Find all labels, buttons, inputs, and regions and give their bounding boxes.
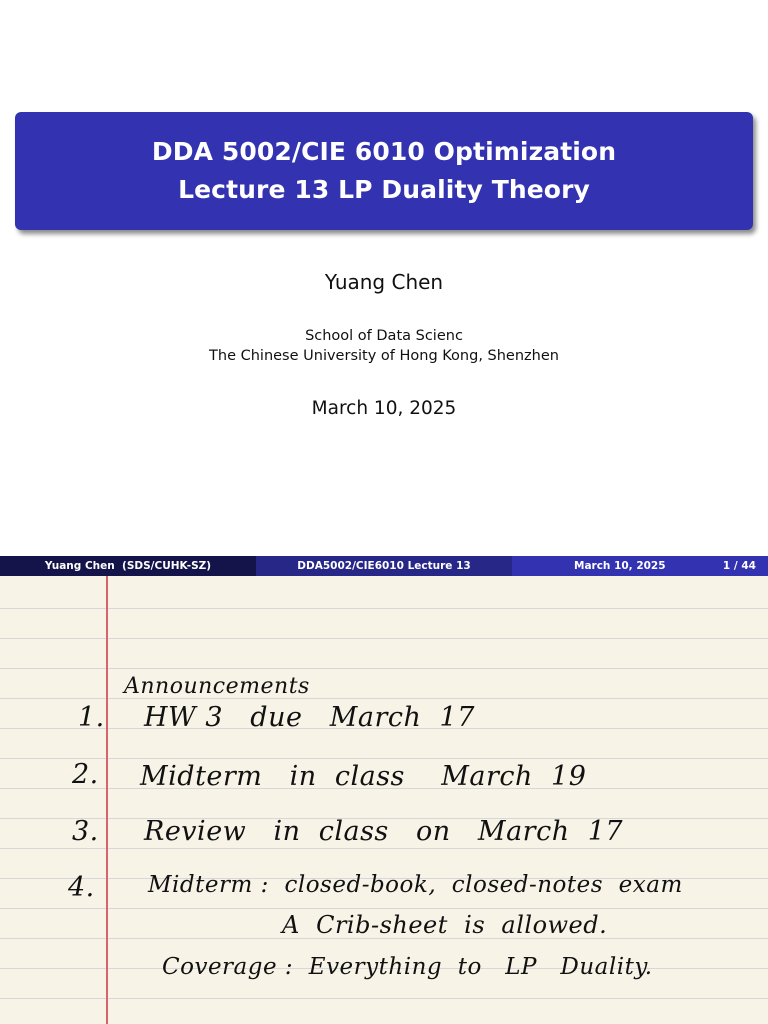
footer-date-text: March 10, 2025	[574, 560, 666, 572]
item-number-1: 1.	[78, 702, 105, 733]
slide-footer	[0, 556, 768, 576]
footer-page-number: 1 / 44	[722, 560, 756, 572]
notes-heading: Announcements	[124, 674, 310, 699]
footer-course	[256, 556, 512, 576]
item-number-2: 2.	[72, 759, 99, 790]
item-text-4: Midterm : closed-book, closed-notes exam	[148, 872, 683, 898]
institute-line1: School of Data Scienc	[305, 328, 463, 344]
margin-line	[106, 576, 108, 1024]
item-text-1: HW 3 due March 17	[144, 702, 475, 733]
institute-line2: The Chinese University of Hong Kong, Shenzhen	[209, 348, 559, 364]
item-number-4: 4.	[68, 872, 95, 903]
slide-date: March 10, 2025	[311, 398, 457, 419]
item-text-2: Midterm in class March 19	[140, 761, 587, 792]
footer-date	[512, 556, 768, 576]
slide-author: Yuang Chen	[324, 270, 444, 294]
coverage-line: Coverage : Everything to LP Duality.	[162, 954, 653, 980]
footer-course-text: DDA5002/CIE6010 Lecture 13	[297, 560, 471, 572]
footer-author-text: Yuang Chen (SDS/CUHK-SZ)	[44, 560, 212, 572]
crib-sheet-line: A Crib-sheet is allowed.	[282, 911, 608, 939]
footer-author	[0, 556, 256, 576]
item-text-3: Review in class on March 17	[144, 816, 624, 847]
title-block	[15, 112, 753, 230]
handwritten-notes	[0, 576, 768, 1024]
slide-title-line2: Lecture 13 LP Duality Theory	[178, 175, 590, 204]
item-number-3: 3.	[72, 816, 99, 847]
slide-title-line1: DDA 5002/CIE 6010 Optimization	[151, 137, 617, 166]
